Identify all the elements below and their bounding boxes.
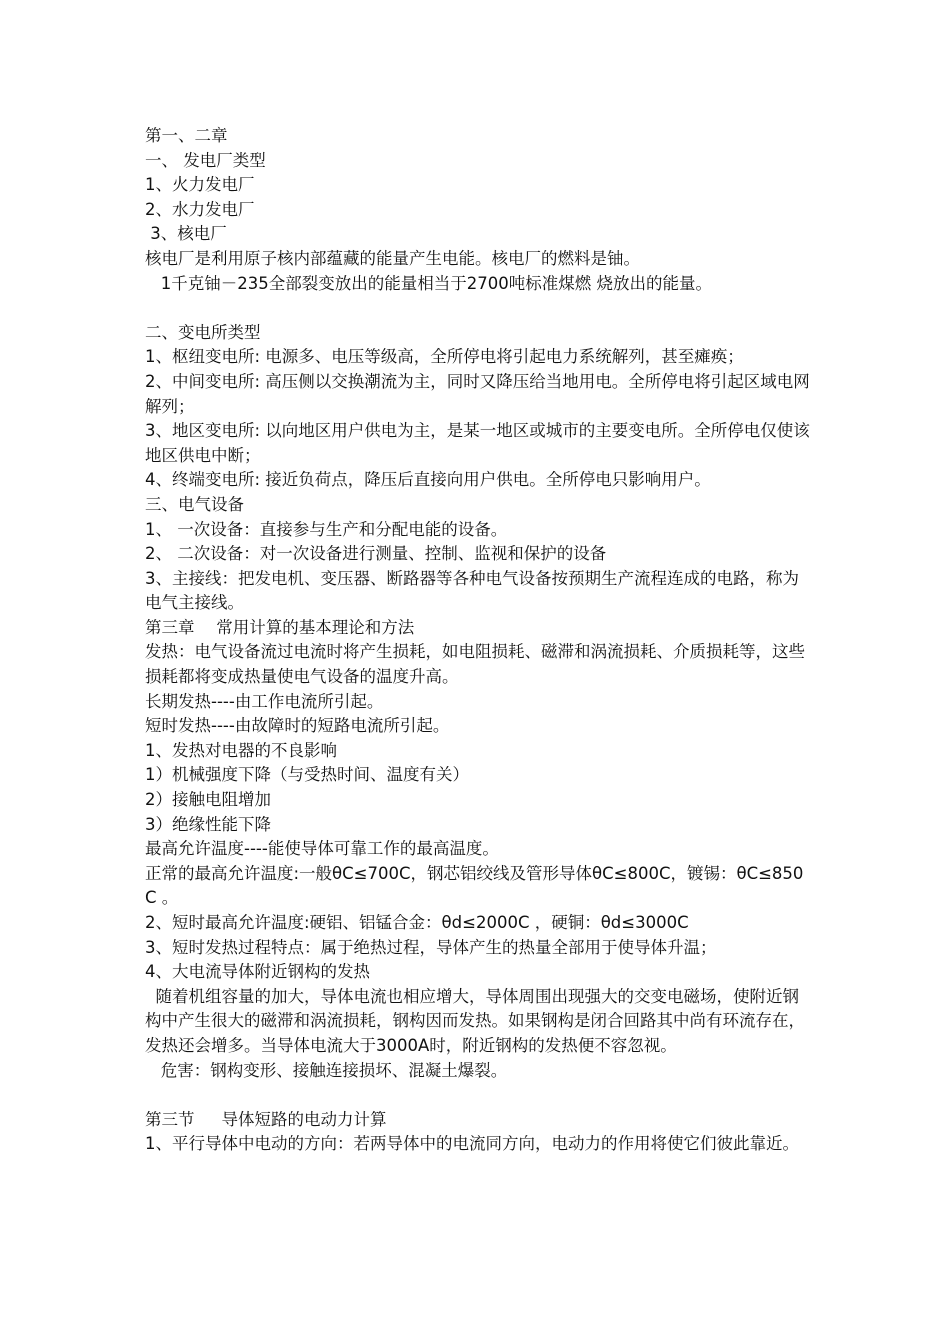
list-item: 4、终端变电所: 接近负荷点，降压后直接向用户供电。全所停电只影响用户。: [145, 470, 711, 490]
section-heading: 一、 发电厂类型: [145, 150, 266, 170]
list-item: 3、短时发热过程特点：属于绝热过程，导体产生的热量全部用于使导体升温；: [145, 937, 717, 957]
list-item: 3）绝缘性能下降: [145, 814, 271, 834]
list-item: 1、发热对电器的不良影响: [145, 740, 337, 760]
chapter-heading: 第一、二章: [145, 126, 228, 145]
list-item: 3、核电厂: [145, 224, 227, 244]
paragraph: 随着机组容量的加大，导体电流也相应增大，导体周围出现强大的交变电磁场，使附近钢构中产生很大的磁滞和涡流损耗，钢构因而发热。如果钢构是闭合回路其中尚有环流存在，发热还会增多。当导体电流大于3000A时，附近钢构的发热便不容忽视。: [145, 986, 805, 1055]
paragraph: 核电厂是利用原子核内部蕴藏的能量产生电能。核电厂的燃料是铀。: [145, 248, 640, 268]
paragraph: 1千克铀－235全部裂变放出的能量相当于2700吨标准煤燃 烧放出的能量。: [145, 273, 712, 293]
list-item: 1、平行导体中电动的方向：若两导体中的电流同方向，电动力的作用将使它们彼此靠近。: [145, 1134, 799, 1154]
list-item: 2、 二次设备：对一次设备进行测量、控制、监视和保护的设备: [145, 544, 607, 564]
section-heading: 三、电气设备: [145, 494, 244, 514]
list-item: 3、主接线：把发电机、变压器、断路器等各种电气设备按预期生产流程连成的电路，称为电气主接线。: [145, 568, 799, 613]
list-item: 1）机械强度下降（与受热时间、温度有关）: [145, 765, 469, 785]
list-item: 4、大电流导体附近钢构的发热: [145, 962, 370, 982]
list-item: 2、中间变电所: 高压侧以交换潮流为主，同时又降压给当地用电。全所停电将引起区域电网解列；: [145, 371, 810, 416]
section-heading: 二、变电所类型: [145, 322, 261, 342]
list-item: 2、水力发电厂: [145, 199, 255, 219]
list-item: 1、 一次设备：直接参与生产和分配电能的设备。: [145, 519, 508, 539]
list-item: 1、火力发电厂: [145, 175, 255, 195]
document-body: [145, 124, 810, 1157]
paragraph: 发热：电气设备流过电流时将产生损耗，如电阻损耗、磁滞和涡流损耗、介质损耗等，这些损耗都将变成热量使电气设备的温度升高。: [145, 642, 805, 687]
paragraph: 长期发热----由工作电流所引起。: [145, 691, 384, 711]
paragraph: 危害：钢构变形、接触连接损坏、混凝土爆裂。: [145, 1060, 508, 1080]
paragraph: 短时发热----由故障时的短路电流所引起。: [145, 716, 450, 736]
list-item: 2）接触电阻增加: [145, 790, 271, 810]
paragraph: 正常的最高允许温度:一般θC≤700C，钢芯铝绞线及管形导体θC≤800C，镀锡：θC≤850C 。: [145, 863, 804, 908]
chapter-heading: 第三章 常用计算的基本理论和方法: [145, 617, 415, 637]
blank-line: [145, 296, 810, 321]
list-item: 2、短时最高允许温度:硬铝、铝锰合金：θd≤2000C ，硬铜：θd≤3000C: [145, 913, 689, 932]
list-item: 3、地区变电所: 以向地区用户供电为主，是某一地区或城市的主要变电所。全所停电仅使该地区供电中断；: [145, 421, 810, 465]
section-heading: 第三节 导体短路的电动力计算: [145, 1109, 387, 1129]
blank-line: [145, 1083, 810, 1108]
list-item: 1、枢纽变电所: 电源多、电压等级高，全所停电将引起电力系统解列，甚至瘫痪；: [145, 347, 744, 367]
paragraph: 最高允许温度----能使导体可靠工作的最高温度。: [145, 839, 499, 859]
